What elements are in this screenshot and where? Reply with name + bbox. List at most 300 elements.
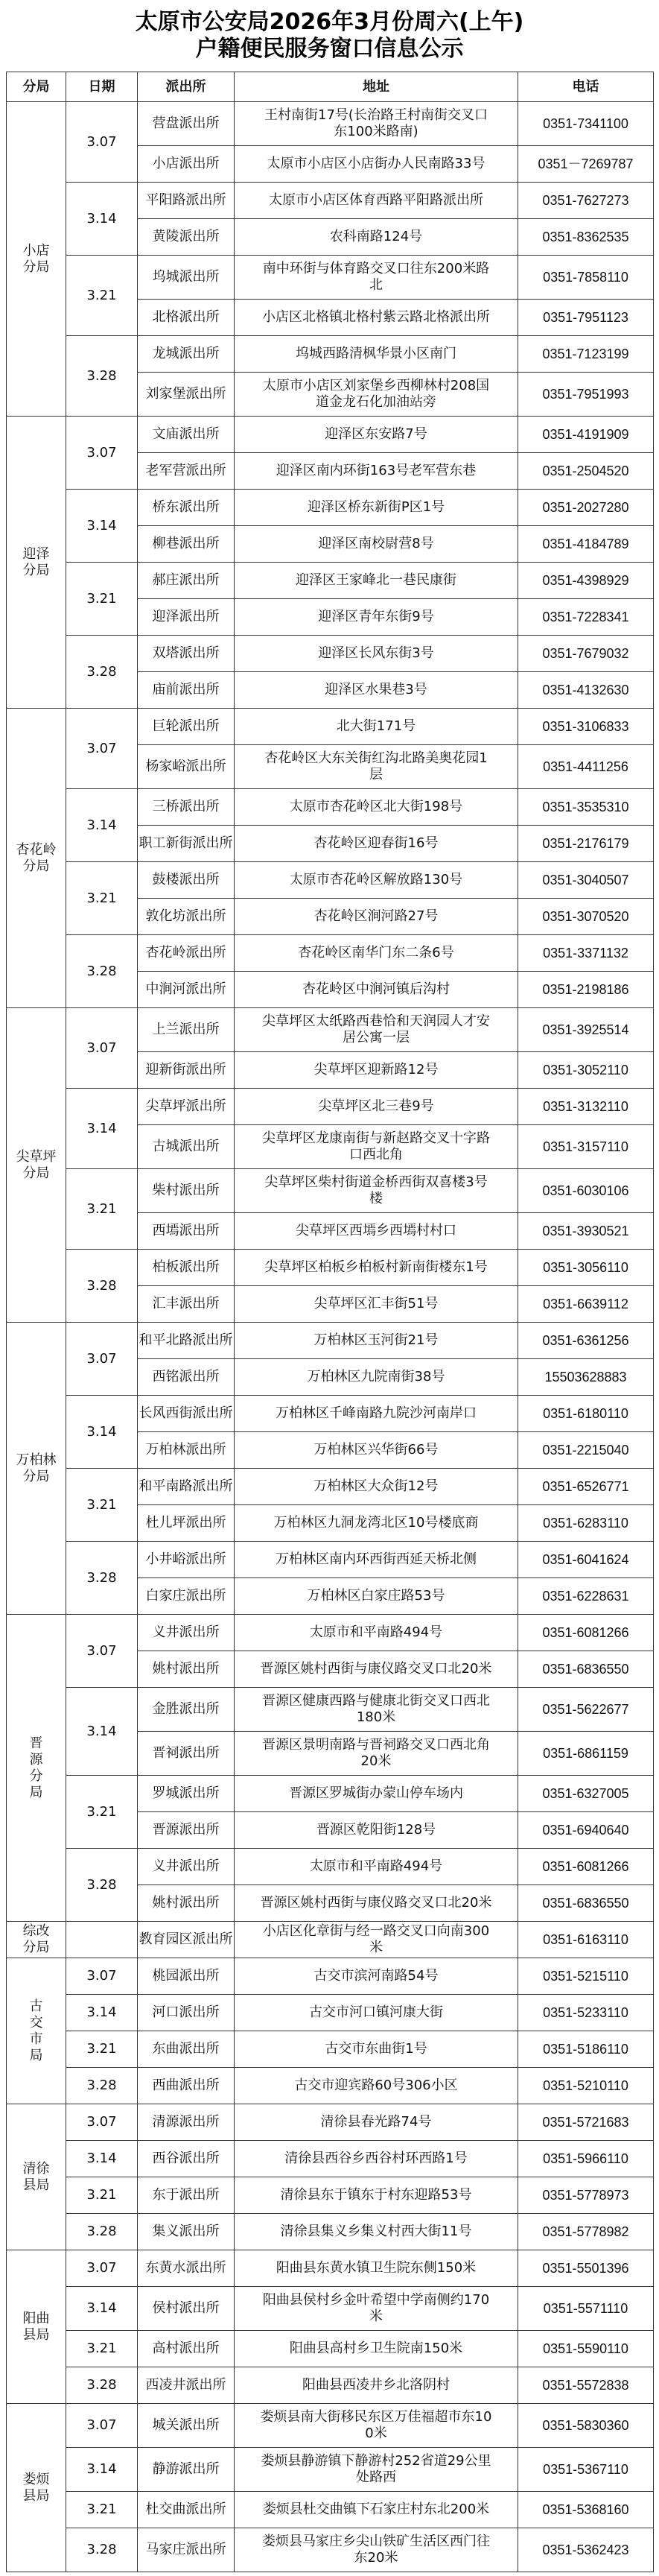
station-cell: 敦化坊派出所	[138, 899, 235, 935]
address-cell	[235, 1008, 518, 1052]
station-cell: 汇丰派出所	[138, 1286, 235, 1323]
phone-cell: 0351-6327005	[518, 1776, 654, 1812]
address-text: 尖草坪区西墕乡西墕村村口	[296, 1223, 456, 1238]
station-cell: 老军营派出所	[138, 453, 235, 490]
address-cell	[235, 2448, 518, 2492]
address-text: 古交市东曲街1号	[325, 2041, 427, 2057]
address-text: 太原市小店区小店街办人民南路33号	[267, 156, 486, 171]
station-cell: 黄陵派出所	[138, 219, 235, 256]
district-name: 娄烦县局	[22, 2471, 50, 2504]
address-text: 万柏林区千峰南路九院沙河南岸口	[276, 1405, 477, 1421]
district-cell	[7, 417, 66, 709]
station-cell: 中涧河派出所	[138, 972, 235, 1008]
address-text: 万柏林区白家庄路53号	[307, 1588, 445, 1604]
address-text: 阳曲县侯村乡金叶希望中学南侧约170米	[262, 2292, 490, 2324]
address-cell	[235, 1651, 518, 1688]
address-cell	[235, 563, 518, 599]
district-cell	[7, 1323, 66, 1615]
address-text: 太原市小店区体育西路平阳路派出所	[269, 192, 483, 208]
station-cell: 晋祠派出所	[138, 1732, 235, 1776]
address-cell	[235, 1169, 518, 1213]
phone-cell: 0351-7341100	[518, 102, 654, 146]
station-cell: 尖草坪派出所	[138, 1089, 235, 1125]
address-text: 迎泽区水果巷3号	[325, 682, 427, 697]
date-cell: 3.14	[66, 789, 138, 862]
phone-cell: 0351-3535310	[518, 789, 654, 826]
phone-cell: 0351-5778973	[518, 2177, 654, 2214]
date-cell: 3.28	[66, 2528, 138, 2572]
date-cell: 3.14	[66, 2287, 138, 2331]
phone-cell: 0351-6940640	[518, 1812, 654, 1849]
address-text: 农科南路124号	[329, 229, 423, 244]
address-cell	[235, 2287, 518, 2331]
phone-cell: 0351-5367110	[518, 2448, 654, 2492]
station-cell: 杜儿坪派出所	[138, 1505, 235, 1542]
address-cell	[235, 789, 518, 826]
address-cell	[235, 1812, 518, 1849]
station-cell: 迎新街派出所	[138, 1052, 235, 1089]
address-cell	[235, 1286, 518, 1323]
date-cell: 3.28	[66, 336, 138, 417]
address-text: 万柏林区兴华街66号	[313, 1442, 439, 1458]
header-district: 分局	[7, 72, 66, 102]
district-name: 万柏林分局	[16, 1452, 57, 1484]
phone-cell: 0351-5186110	[518, 2031, 654, 2068]
address-cell	[235, 1995, 518, 2031]
date-cell: 3.21	[66, 2177, 138, 2214]
address-cell	[235, 1922, 518, 1958]
address-text: 万柏林区九洞龙湾北区10号楼底商	[273, 1515, 479, 1531]
address-cell	[235, 2367, 518, 2404]
date-cell: 3.28	[66, 1542, 138, 1615]
phone-cell: 0351-6180110	[518, 1396, 654, 1432]
header-phone: 电话	[518, 72, 654, 102]
phone-cell: 0351-3930521	[518, 1213, 654, 1250]
address-cell	[235, 2068, 518, 2104]
address-cell	[235, 1323, 518, 1359]
address-text: 晋源区姚村西街与康仪路交叉口北20米	[260, 1661, 492, 1677]
district-cell	[7, 1958, 66, 2104]
date-cell: 3.21	[66, 1469, 138, 1542]
address-cell	[235, 373, 518, 417]
station-cell: 桃园派出所	[138, 1958, 235, 1995]
phone-cell: 0351-3052110	[518, 1052, 654, 1089]
date-cell: 3.28	[66, 2367, 138, 2404]
date-cell: 3.07	[66, 1323, 138, 1396]
service-window-table	[6, 72, 654, 2572]
address-cell	[235, 490, 518, 526]
phone-cell: 0351-5830360	[518, 2404, 654, 2448]
address-cell	[235, 2492, 518, 2528]
address-cell	[235, 1849, 518, 1885]
date-cell: 3.07	[66, 2250, 138, 2287]
station-cell: 高村派出所	[138, 2331, 235, 2367]
address-cell	[235, 453, 518, 490]
district-cell	[7, 1615, 66, 1922]
address-cell	[235, 672, 518, 709]
phone-cell: 0351-7123199	[518, 336, 654, 373]
address-cell	[235, 1125, 518, 1169]
station-cell: 文庙派出所	[138, 417, 235, 453]
district-name: 迎泽分局	[22, 545, 50, 578]
phone-cell: 0351-2504520	[518, 453, 654, 490]
phone-cell: 0351-5362423	[518, 2528, 654, 2572]
address-text: 古交市河口镇河康大街	[309, 2004, 443, 2020]
address-cell	[235, 745, 518, 789]
phone-cell: 0351-5622677	[518, 1688, 654, 1732]
date-cell: 3.21	[66, 2031, 138, 2068]
station-cell: 营盘派出所	[138, 102, 235, 146]
district-cell	[7, 709, 66, 1008]
date-cell: 3.21	[66, 1776, 138, 1849]
phone-cell: 0351-5571110	[518, 2287, 654, 2331]
station-cell: 杏花岭派出所	[138, 935, 235, 972]
address-text: 尖草坪区汇丰街51号	[313, 1296, 439, 1311]
date-cell: 3.28	[66, 1250, 138, 1323]
date-cell: 3.21	[66, 2492, 138, 2528]
date-cell: 3.28	[66, 2068, 138, 2104]
station-cell: 庙前派出所	[138, 672, 235, 709]
date-cell: 3.14	[66, 1089, 138, 1169]
address-cell	[235, 2404, 518, 2448]
phone-cell: 0351-6526771	[518, 1469, 654, 1505]
station-cell: 姚村派出所	[138, 1651, 235, 1688]
address-text: 尖草坪区柴村街道金桥西街双喜楼3号楼	[264, 1174, 488, 1206]
date-cell	[66, 1922, 138, 1958]
address-text: 杏花岭区南华门东二条6号	[298, 945, 454, 961]
address-text: 迎泽区东安路7号	[325, 426, 427, 442]
address-text: 晋源区罗城街办蒙山停车场内	[289, 1785, 463, 1801]
header-station: 派出所	[138, 72, 235, 102]
address-text: 杏花岭区中涧河镇后沟村	[302, 981, 450, 997]
address-text: 尖草坪区龙康南街与新赵路交叉十字路口西北角	[262, 1130, 490, 1162]
address-text: 尖草坪区北三巷9号	[318, 1098, 434, 1114]
date-cell: 3.21	[66, 1169, 138, 1250]
address-cell	[235, 256, 518, 300]
address-text: 小店区北格镇北格村紫云路北格派出所	[262, 309, 490, 325]
address-text: 迎泽区南内环街163号老军营东巷	[276, 463, 477, 478]
address-cell	[235, 1052, 518, 1089]
phone-cell: 0351-5233110	[518, 1995, 654, 2031]
phone-cell: 0351-7951123	[518, 300, 654, 336]
address-cell	[235, 899, 518, 935]
station-cell: 东于派出所	[138, 2177, 235, 2214]
phone-cell: 0351-2198186	[518, 972, 654, 1008]
address-text: 太原市和平南路494号	[309, 1624, 443, 1640]
phone-cell: 0351-2215040	[518, 1432, 654, 1469]
station-cell: 职工新街派出所	[138, 826, 235, 862]
header-address: 地址	[235, 72, 518, 102]
station-cell: 和平北路派出所	[138, 1323, 235, 1359]
phone-cell: 0351-4132630	[518, 672, 654, 709]
address-text: 尖草坪区柏板乡柏板村新南街楼东1号	[264, 1259, 488, 1275]
district-name: 阳曲县局	[22, 2310, 50, 2343]
date-cell: 3.21	[66, 2331, 138, 2367]
address-text: 阳曲县东黄水镇卫生院东侧150米	[276, 2260, 477, 2276]
address-cell	[235, 1396, 518, 1432]
station-cell: 西谷派出所	[138, 2141, 235, 2177]
station-cell: 侯村派出所	[138, 2287, 235, 2331]
date-cell: 3.14	[66, 2141, 138, 2177]
phone-cell: 0351-3056110	[518, 1250, 654, 1286]
address-text: 尖草坪区太纸路西巷恰和天润园人才安居公寓一层	[262, 1013, 490, 1045]
district-name: 杏花岭分局	[16, 841, 57, 874]
phone-cell: 0351-6836550	[518, 1651, 654, 1688]
address-text: 阳曲县西凌井乡北洛阴村	[302, 2377, 450, 2393]
address-text: 太原市和平南路494号	[309, 1858, 443, 1874]
page-title	[0, 9, 659, 63]
phone-cell: 0351-6041624	[518, 1542, 654, 1578]
address-cell	[235, 417, 518, 453]
date-cell: 3.21	[66, 256, 138, 336]
address-cell	[235, 1776, 518, 1812]
date-cell: 3.07	[66, 2404, 138, 2448]
station-cell: 迎泽派出所	[138, 599, 235, 636]
date-cell: 3.07	[66, 102, 138, 183]
district-cell	[7, 1922, 66, 1958]
phone-cell: 15503628883	[518, 1359, 654, 1396]
phone-cell: 0351-5590110	[518, 2331, 654, 2367]
header-date: 日期	[66, 72, 138, 102]
date-cell: 3.07	[66, 1615, 138, 1688]
phone-cell: 0351-5966110	[518, 2141, 654, 2177]
date-cell: 3.07	[66, 417, 138, 490]
address-cell	[235, 336, 518, 373]
address-cell	[235, 1542, 518, 1578]
address-cell	[235, 1732, 518, 1776]
address-text: 晋源区乾阳街128号	[316, 1822, 436, 1838]
station-cell: 西凌井派出所	[138, 2367, 235, 2404]
station-cell: 姚村派出所	[138, 1885, 235, 1922]
address-text: 晋源区景明南路与晋祠路交叉口西北角20米	[262, 1737, 490, 1769]
district-name: 尖草坪分局	[16, 1148, 57, 1181]
station-cell: 柳巷派出所	[138, 526, 235, 563]
phone-cell: 0351-6361256	[518, 1323, 654, 1359]
district-cell	[7, 1008, 66, 1323]
date-cell: 3.07	[66, 1958, 138, 1995]
district-name: 晋源分局	[29, 1735, 43, 1800]
address-cell	[235, 2177, 518, 2214]
address-cell	[235, 526, 518, 563]
address-cell	[235, 1469, 518, 1505]
address-text: 晋源区姚村西街与康仪路交叉口北20米	[260, 1895, 492, 1911]
district-cell	[7, 2250, 66, 2404]
address-text: 太原市小店区刘家堡乡西柳林村208国道金龙石化加油站旁	[262, 378, 490, 410]
phone-cell: 0351-5210110	[518, 2068, 654, 2104]
station-cell: 坞城派出所	[138, 256, 235, 300]
page-title-line2: 户籍便民服务窗口信息公示	[195, 36, 464, 62]
station-cell: 河口派出所	[138, 1995, 235, 2031]
station-cell: 金胜派出所	[138, 1688, 235, 1732]
phone-cell: 0351-6861159	[518, 1732, 654, 1776]
address-text: 古交市滨河南路54号	[313, 1968, 439, 1984]
phone-cell: 0351-4191909	[518, 417, 654, 453]
phone-cell: 0351-2027280	[518, 490, 654, 526]
station-cell: 上兰派出所	[138, 1008, 235, 1052]
station-cell: 集义派出所	[138, 2214, 235, 2250]
phone-cell: 0351-6163110	[518, 1922, 654, 1958]
address-text: 晋源区健康西路与健康北街交叉口西北180米	[262, 1693, 490, 1725]
date-cell: 3.14	[66, 1396, 138, 1469]
district-name: 古交市局	[29, 1998, 43, 2063]
date-cell: 3.28	[66, 1849, 138, 1922]
station-cell: 和平南路派出所	[138, 1469, 235, 1505]
phone-cell: 0351-5721683	[518, 2104, 654, 2141]
station-cell: 北格派出所	[138, 300, 235, 336]
phone-cell: 0351-6081266	[518, 1849, 654, 1885]
district-name: 综改分局	[22, 1923, 50, 1955]
phone-cell: 0351-7951993	[518, 373, 654, 417]
address-text: 迎泽区王家峰北一巷民康街	[296, 572, 456, 588]
station-cell: 刘家堡派出所	[138, 373, 235, 417]
phone-cell: 0351-5778982	[518, 2214, 654, 2250]
station-cell: 东曲派出所	[138, 2031, 235, 2068]
date-cell: 3.28	[66, 935, 138, 1008]
station-cell: 柏板派出所	[138, 1250, 235, 1286]
phone-cell: 0351-3106833	[518, 709, 654, 745]
station-cell: 龙城派出所	[138, 336, 235, 373]
district-cell	[7, 2404, 66, 2572]
station-cell: 小井峪派出所	[138, 1542, 235, 1578]
phone-cell: 0351－7269787	[518, 146, 654, 183]
phone-cell: 0351-7627273	[518, 183, 654, 219]
phone-cell: 0351-5215110	[518, 1958, 654, 1995]
address-cell	[235, 862, 518, 899]
address-cell	[235, 1213, 518, 1250]
address-cell	[235, 826, 518, 862]
address-text: 万柏林区南内环西街西延天桥北侧	[276, 1551, 477, 1567]
address-text: 迎泽区青年东街9号	[318, 609, 434, 624]
address-cell	[235, 1578, 518, 1615]
station-cell: 义井派出所	[138, 1849, 235, 1885]
date-cell: 3.07	[66, 2104, 138, 2141]
station-cell: 柴村派出所	[138, 1169, 235, 1213]
phone-cell: 0351-3070520	[518, 899, 654, 935]
address-text: 娄烦县静游镇下静游村252省道29公里处路西	[261, 2453, 491, 2485]
address-cell	[235, 636, 518, 672]
phone-cell: 0351-7858110	[518, 256, 654, 300]
address-text: 万柏林区九院南街38号	[307, 1369, 445, 1384]
address-text: 阳曲县高村乡卫生院南150米	[289, 2341, 463, 2356]
station-cell: 西墕派出所	[138, 1213, 235, 1250]
address-cell	[235, 1089, 518, 1125]
address-cell	[235, 2331, 518, 2367]
address-text: 太原市杏花岭区解放路130号	[289, 872, 463, 887]
phone-cell: 0351-3132110	[518, 1089, 654, 1125]
address-cell	[235, 2141, 518, 2177]
address-cell	[235, 972, 518, 1008]
phone-cell: 0351-3157110	[518, 1125, 654, 1169]
phone-cell: 0351-6283110	[518, 1505, 654, 1542]
address-cell	[235, 2214, 518, 2250]
district-name: 清徐县局	[22, 2160, 50, 2193]
address-text: 王村南街17号(长治路王村南街交叉口东100米路南)	[264, 107, 488, 139]
address-cell	[235, 1359, 518, 1396]
station-cell: 桥东派出所	[138, 490, 235, 526]
phone-cell: 0351-5572838	[518, 2367, 654, 2404]
station-cell: 巨轮派出所	[138, 709, 235, 745]
date-cell: 3.14	[66, 183, 138, 256]
address-cell	[235, 935, 518, 972]
address-cell	[235, 1432, 518, 1469]
address-cell	[235, 183, 518, 219]
date-cell: 3.07	[66, 1008, 138, 1089]
station-cell: 清源派出所	[138, 2104, 235, 2141]
station-cell: 三桥派出所	[138, 789, 235, 826]
station-cell: 鼓楼派出所	[138, 862, 235, 899]
date-cell: 3.14	[66, 2448, 138, 2492]
address-cell	[235, 2104, 518, 2141]
district-cell	[7, 102, 66, 417]
date-cell: 3.21	[66, 862, 138, 935]
address-cell	[235, 102, 518, 146]
date-cell: 3.14	[66, 1995, 138, 2031]
station-cell: 静游派出所	[138, 2448, 235, 2492]
address-text: 迎泽区桥东新街P区1号	[307, 499, 445, 515]
phone-cell: 0351-6030106	[518, 1169, 654, 1213]
address-text: 万柏林区玉河街21号	[313, 1332, 439, 1348]
station-cell: 西铭派出所	[138, 1359, 235, 1396]
station-cell: 万柏林派出所	[138, 1432, 235, 1469]
phone-cell: 0351-6836550	[518, 1885, 654, 1922]
phone-cell: 0351-3925514	[518, 1008, 654, 1052]
address-text: 娄烦县杜交曲镇下石家庄村东北200米	[262, 2501, 490, 2517]
date-cell: 3.07	[66, 709, 138, 789]
station-cell: 长风西街派出所	[138, 1396, 235, 1432]
phone-cell: 0351-5368160	[518, 2492, 654, 2528]
address-text: 清徐县集义乡集义村西大街11号	[280, 2224, 472, 2239]
station-cell: 义井派出所	[138, 1615, 235, 1651]
phone-cell: 0351-7679032	[518, 636, 654, 672]
phone-cell: 0351-6081266	[518, 1615, 654, 1651]
address-text: 迎泽区长风东街3号	[318, 645, 434, 661]
district-cell	[7, 2104, 66, 2250]
address-text: 迎泽区南校尉营8号	[318, 536, 434, 551]
station-cell: 古城派出所	[138, 1125, 235, 1169]
date-cell: 3.28	[66, 2214, 138, 2250]
date-cell: 3.14	[66, 1688, 138, 1776]
station-cell: 西曲派出所	[138, 2068, 235, 2104]
address-cell	[235, 300, 518, 336]
address-text: 杏花岭区涧河路27号	[313, 908, 439, 924]
address-cell	[235, 599, 518, 636]
address-cell	[235, 219, 518, 256]
phone-cell: 0351-5501396	[518, 2250, 654, 2287]
station-cell: 杨家峪派出所	[138, 745, 235, 789]
station-cell: 白家庄派出所	[138, 1578, 235, 1615]
address-cell	[235, 1615, 518, 1651]
station-cell: 城关派出所	[138, 2404, 235, 2448]
address-text: 尖草坪区迎新路12号	[313, 1062, 439, 1077]
phone-cell: 0351-4184789	[518, 526, 654, 563]
address-text: 娄烦县南大街移民东区万佳福超市东100米	[260, 2409, 492, 2441]
address-text: 南中环街与体育路交叉口往东200米路北	[262, 261, 490, 293]
address-cell	[235, 1885, 518, 1922]
address-text: 清徐县东于镇东于村东迎路53号	[280, 2187, 472, 2203]
station-cell: 杜交曲派出所	[138, 2492, 235, 2528]
station-cell: 教育园区派出所	[138, 1922, 235, 1958]
station-cell: 郝庄派出所	[138, 563, 235, 599]
address-text: 古交市迎宾路60号306小区	[294, 2077, 458, 2093]
date-cell: 3.21	[66, 563, 138, 636]
date-cell: 3.14	[66, 490, 138, 563]
phone-cell: 0351-6228631	[518, 1578, 654, 1615]
district-name: 小店分局	[22, 242, 50, 275]
address-text: 太原市杏花岭区北大街198号	[289, 799, 463, 814]
address-cell	[235, 1505, 518, 1542]
station-cell: 罗城派出所	[138, 1776, 235, 1812]
station-cell: 平阳路派出所	[138, 183, 235, 219]
